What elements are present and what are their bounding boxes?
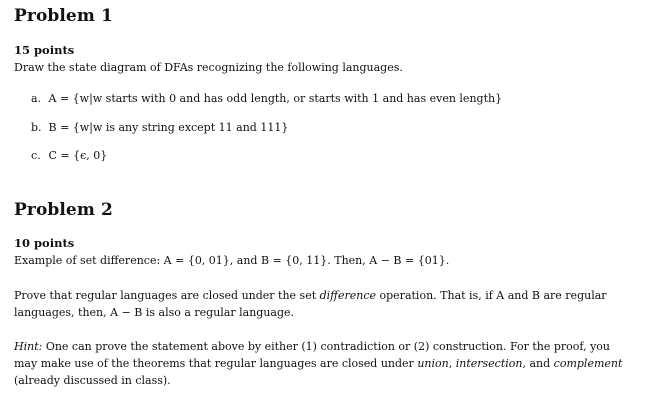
hint-union: union bbox=[417, 357, 449, 370]
prove-text: operation. That is, if A and B are regular bbox=[376, 289, 607, 302]
hint-line-1 bbox=[14, 338, 636, 355]
hint-text: , and bbox=[522, 357, 554, 370]
prove-line-2: languages, then, A − B is also a regular language. bbox=[14, 306, 295, 319]
problem-1-heading: Problem 1 bbox=[14, 6, 113, 26]
hint-intersection: intersection bbox=[455, 357, 523, 370]
hint-line-3: (already discussed in class). bbox=[14, 374, 171, 387]
problem-2-hint-paragraph bbox=[14, 338, 636, 389]
prove-text: Prove that regular languages are closed under the set bbox=[14, 289, 320, 302]
hint-text: One can prove the statement above by either (1) contradiction or (2) construction. For the proof, you bbox=[42, 340, 611, 353]
problem-2-heading: Problem 2 bbox=[14, 200, 113, 220]
hint-label: Hint: bbox=[14, 340, 43, 353]
problem-1-instruction: Draw the state diagram of DFAs recognizing the following languages. bbox=[14, 61, 403, 74]
prove-line-1 bbox=[14, 287, 636, 304]
item-marker: a. bbox=[31, 92, 42, 105]
prove-emphasis: difference bbox=[319, 289, 377, 302]
problem-2-example: Example of set difference: A = {0, 01}, and B = {0, 11}. Then, A − B = {01}. bbox=[14, 254, 450, 267]
problem-1-points: 15 points bbox=[14, 43, 75, 57]
hint-complement: complement bbox=[553, 357, 623, 370]
item-marker: c. bbox=[31, 149, 41, 162]
hint-line-2 bbox=[14, 355, 636, 372]
item-text: A = {w|w starts with 0 and has odd length, or starts with 1 and has even length} bbox=[48, 92, 503, 105]
item-marker: b. bbox=[31, 121, 42, 134]
problem-2-prove-paragraph bbox=[14, 287, 636, 321]
problem-1-item-b bbox=[31, 121, 288, 134]
problem-2-points: 10 points bbox=[14, 236, 75, 250]
hint-text: may make use of the theorems that regular languages are closed under bbox=[14, 357, 418, 370]
hint-text: , bbox=[448, 357, 456, 370]
problem-1-item-a bbox=[31, 92, 502, 105]
item-text: C = {ϵ, 0} bbox=[48, 149, 108, 162]
problem-1-item-c bbox=[31, 149, 107, 162]
item-text: B = {w|w is any string except 11 and 111} bbox=[48, 121, 289, 134]
